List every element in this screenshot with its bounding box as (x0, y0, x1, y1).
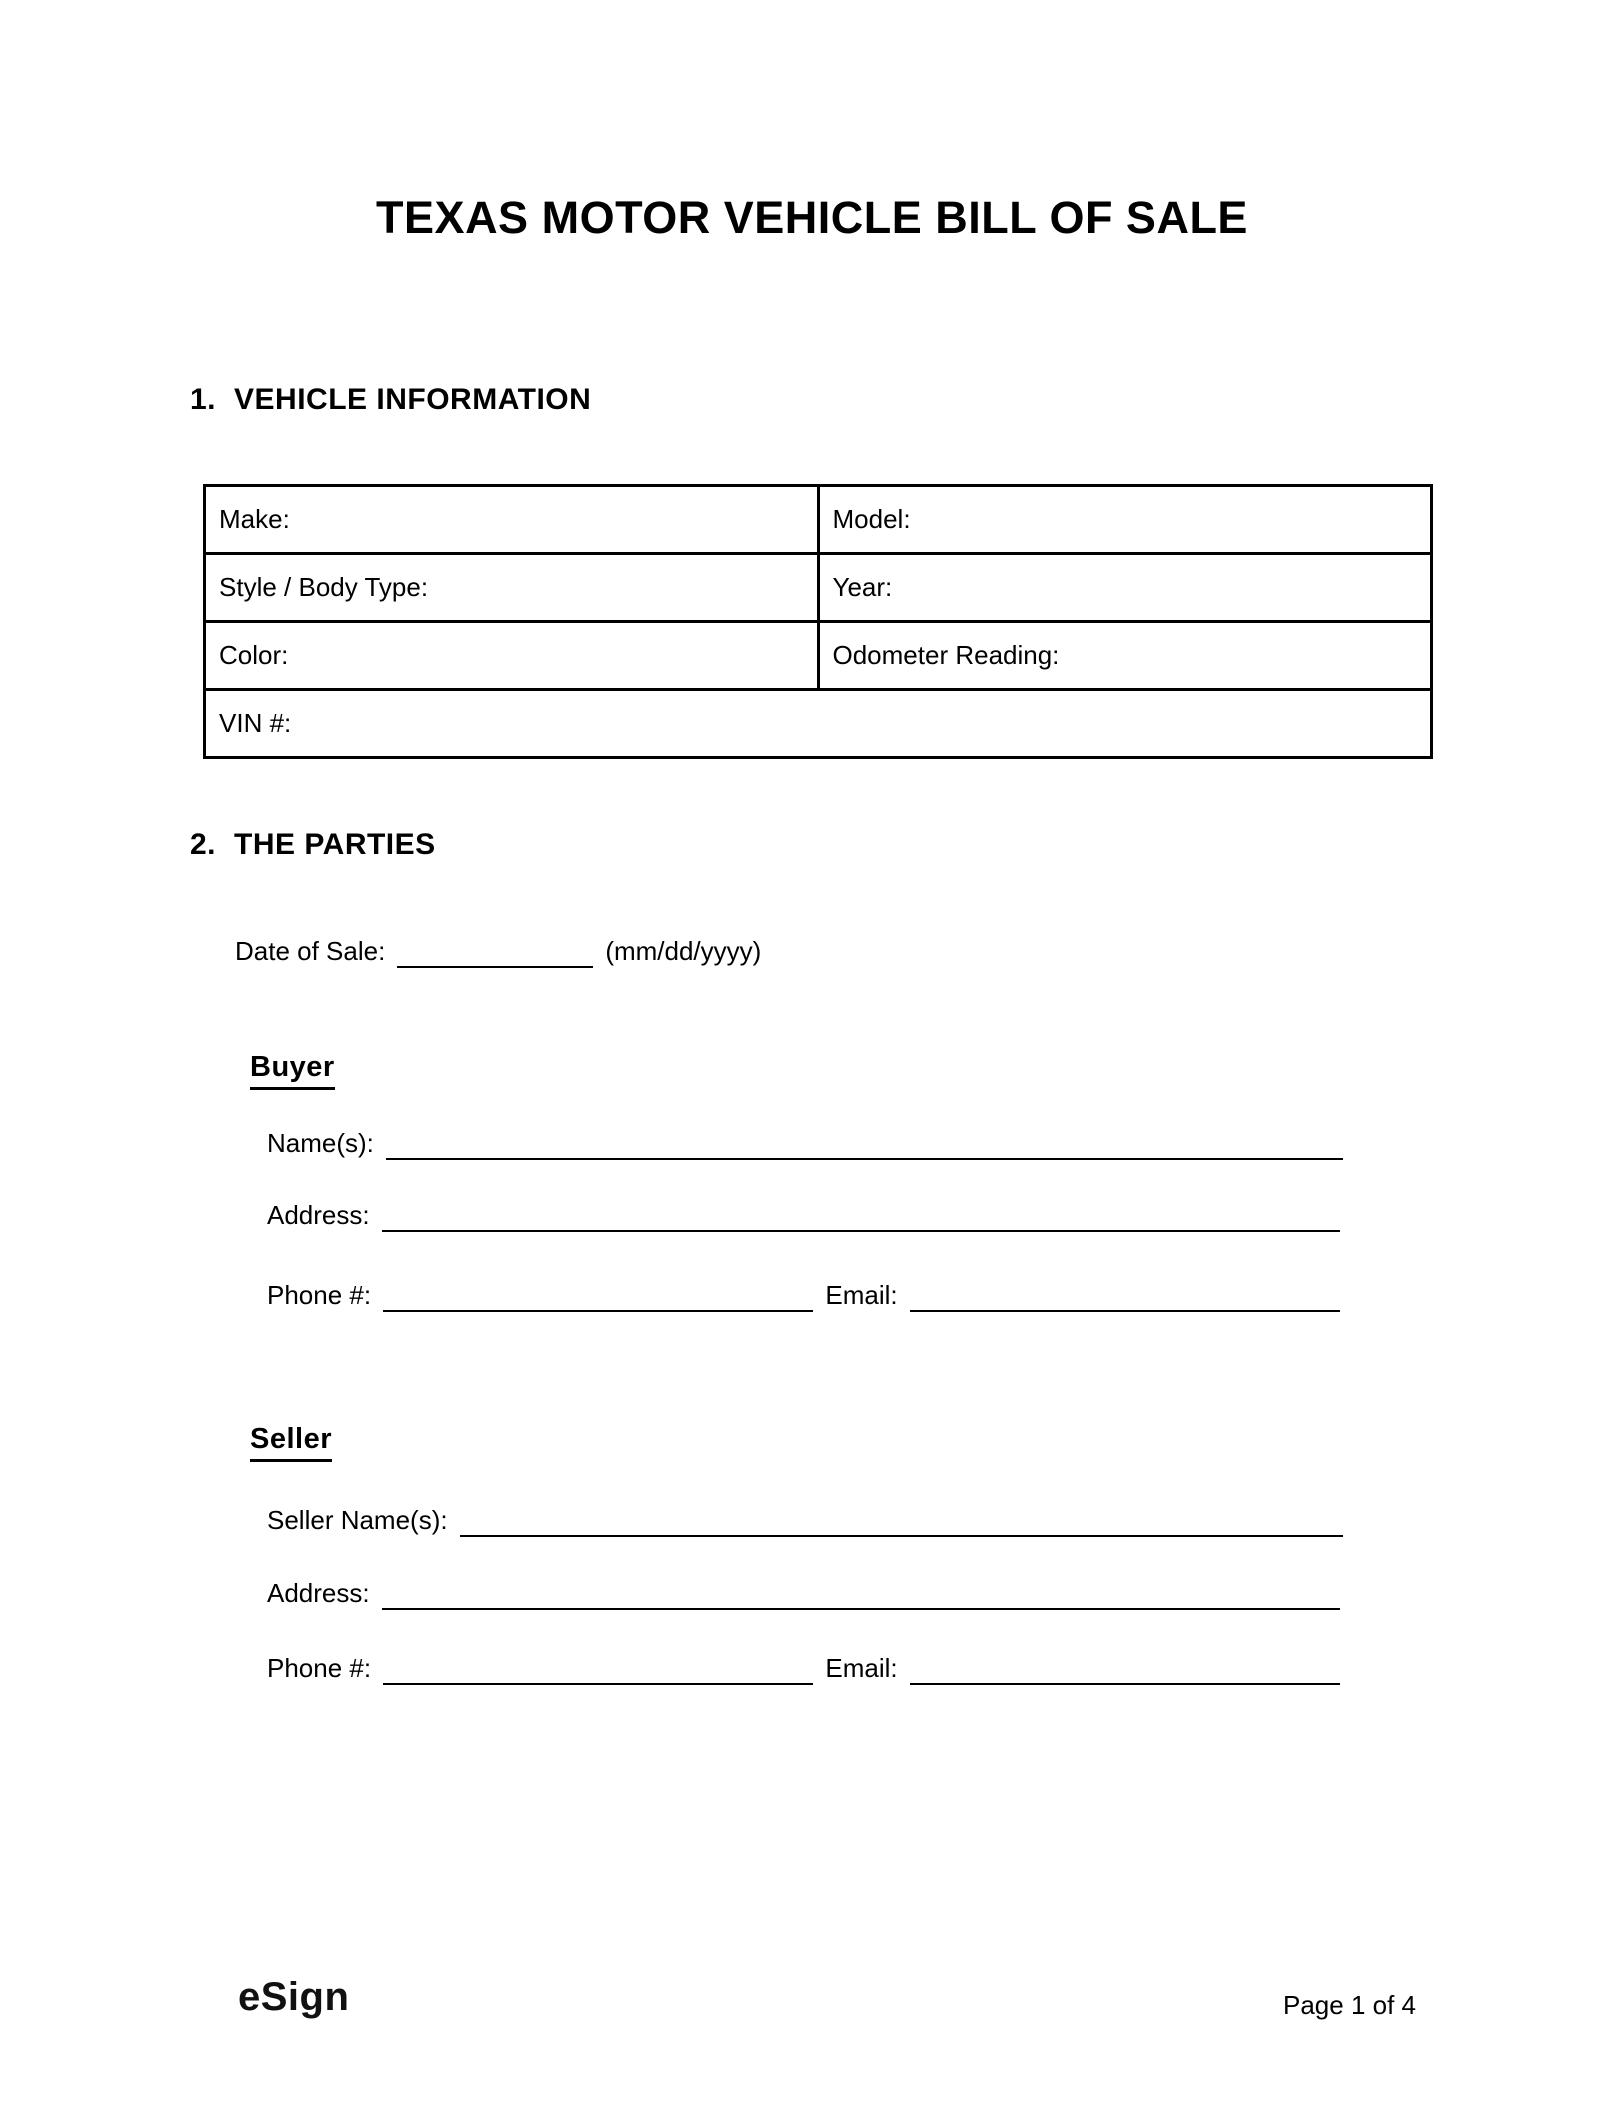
model-label: Model: (832, 504, 911, 534)
section-number: 2. (190, 828, 217, 861)
buyer-address-input-line[interactable] (382, 1194, 1340, 1232)
seller-names-label: Seller Name(s): (267, 1505, 448, 1535)
document-title: TEXAS MOTOR VEHICLE BILL OF SALE (376, 192, 1248, 243)
seller-phone-email-row (267, 1645, 1340, 1685)
table-row (205, 554, 1432, 622)
seller-address-label: Address: (267, 1578, 370, 1608)
seller-address-row (267, 1570, 1340, 1610)
section-heading-the-parties (190, 828, 436, 862)
buyer-names-input-line[interactable] (386, 1122, 1343, 1160)
year-cell[interactable] (818, 554, 1432, 622)
buyer-address-label: Address: (267, 1200, 370, 1230)
page-indicator: Page 1 of 4 (1283, 1990, 1416, 2020)
vehicle-information-table (203, 484, 1433, 759)
buyer-phone-email-row (267, 1272, 1340, 1312)
buyer-email-input-line[interactable] (910, 1274, 1340, 1312)
table-row (205, 622, 1432, 690)
date-format-hint: (mm/dd/yyyy) (605, 936, 762, 966)
buyer-phone-input-line[interactable] (383, 1274, 813, 1312)
make-cell[interactable] (205, 486, 819, 554)
table-row (205, 486, 1432, 554)
buyer-email-label: Email: (825, 1280, 898, 1310)
table-row (205, 690, 1432, 758)
buyer-heading: Buyer (250, 1051, 335, 1090)
date-of-sale-row (235, 928, 762, 968)
seller-email-input-line[interactable] (910, 1647, 1340, 1685)
seller-names-row (267, 1497, 1343, 1537)
buyer-names-label: Name(s): (267, 1128, 374, 1158)
section-title: VEHICLE INFORMATION (234, 383, 592, 416)
year-label: Year: (832, 572, 893, 602)
esign-logo: eSign (238, 1975, 350, 2019)
seller-address-input-line[interactable] (382, 1572, 1340, 1610)
section-title: THE PARTIES (234, 828, 436, 861)
vin-label: VIN #: (219, 708, 292, 738)
seller-email-label: Email: (825, 1653, 898, 1683)
section-heading-vehicle-information (190, 383, 591, 417)
odometer-reading-label: Odometer Reading: (832, 640, 1060, 670)
color-cell[interactable] (205, 622, 819, 690)
date-of-sale-input-line[interactable] (397, 930, 593, 968)
buyer-phone-label: Phone #: (267, 1280, 372, 1310)
seller-phone-label: Phone #: (267, 1653, 372, 1683)
buyer-address-row (267, 1192, 1340, 1232)
odometer-reading-cell[interactable] (818, 622, 1432, 690)
seller-phone-input-line[interactable] (383, 1647, 813, 1685)
vin-cell[interactable] (205, 690, 1432, 758)
model-cell[interactable] (818, 486, 1432, 554)
section-number: 1. (190, 383, 217, 416)
make-label: Make: (219, 504, 290, 534)
seller-names-input-line[interactable] (460, 1499, 1343, 1537)
buyer-names-row (267, 1120, 1343, 1160)
color-label: Color: (219, 640, 289, 670)
seller-heading: Seller (250, 1423, 332, 1462)
style-body-type-label: Style / Body Type: (219, 572, 429, 602)
style-body-type-cell[interactable] (205, 554, 819, 622)
date-of-sale-label: Date of Sale: (235, 936, 386, 966)
